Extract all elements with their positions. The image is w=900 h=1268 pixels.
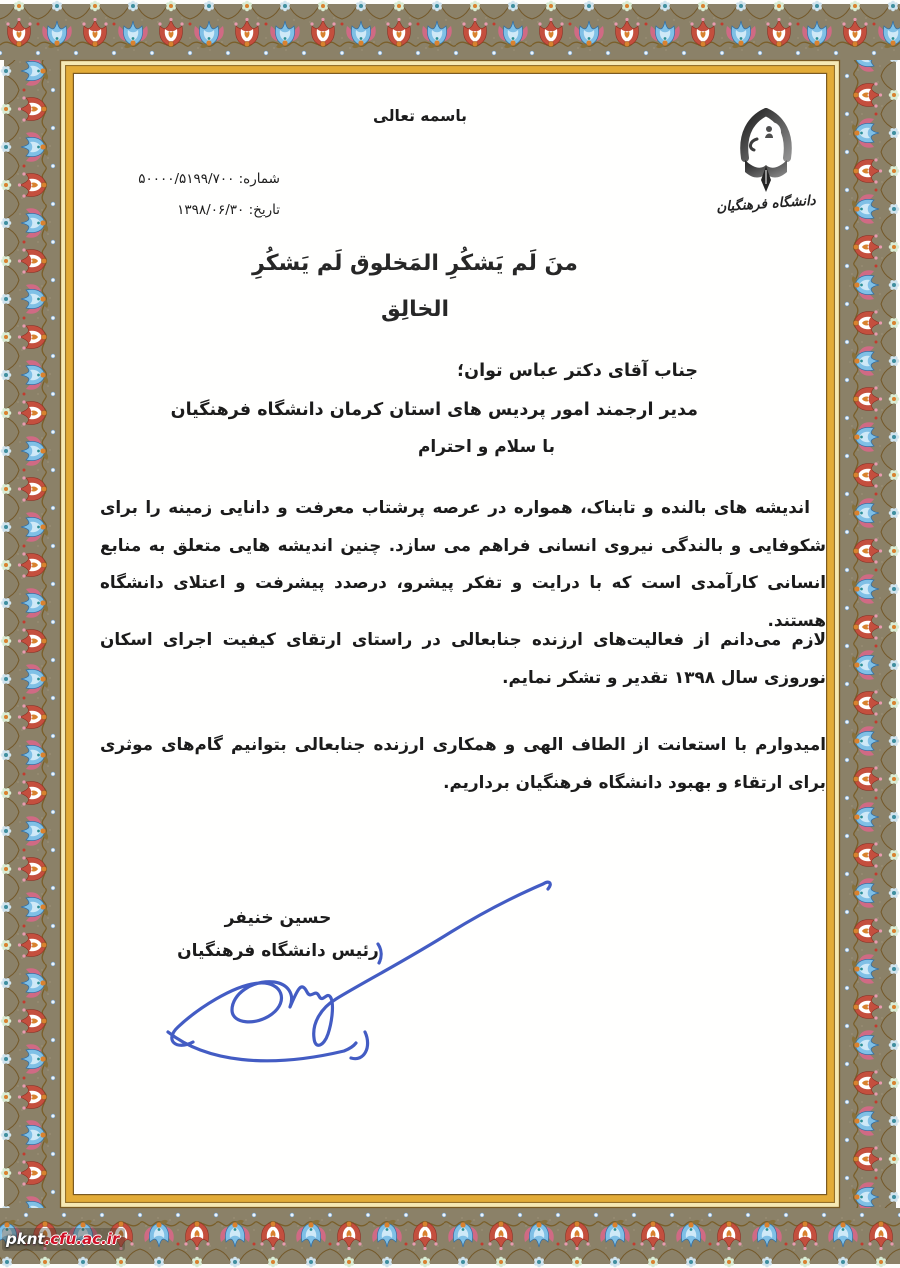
- signatory-name: حسین خنیفر: [224, 908, 332, 928]
- recipient-block: [171, 352, 698, 430]
- body-paragraph-1: اندیشه های بالنده و تابناک، همواره در عرصه پرشتاب معرفت و دانایی زمینه را برای شکوفایی و بالندگی نیروی انسانی فراهم می سازد. چنین اندیشه هایی متعلق به منابع انسانی کارآمدی است که با درایت و تفکر پیشرو، درصدد پیشرفت و اعتلای دانشگاه هستند.: [100, 497, 826, 630]
- recipient-title-line: مدیر ارجمند امور پردیس های استان کرمان دانشگاه فرهنگیان: [170, 400, 698, 420]
- recipient-name-line: جناب آقای دکتر عباس توان؛: [457, 361, 698, 381]
- body-paragraph-2: لازم می‌دانم از فعالیت‌های ارزنده جنابعالی در راستای ارتقای کیفیت اجرای اسکان نوروزی سال ۱۳۹۸ تقدیر و تشکر نمایم.: [100, 629, 826, 687]
- university-emblem-icon: [733, 108, 799, 194]
- salutation-text: با سلام و احترام: [417, 437, 555, 457]
- university-logo-caption: دانشگاه فرهنگیان: [715, 192, 817, 216]
- signatory-title: رئیس دانشگاه فرهنگیان: [177, 941, 379, 961]
- hadith-calligraphy: منَ لَم یَشکُرِ المَخلوق لَم یَشکُرِ الخالِق: [252, 251, 578, 322]
- ref-number-value: ۵۰۰۰۰/۵۱۹۹/۷۰۰: [138, 171, 235, 187]
- ref-number-row: [90, 164, 280, 195]
- signature-scribble-icon: [148, 872, 578, 1072]
- bismillah-text: باسمه تعالی: [373, 107, 467, 125]
- reference-block: [90, 164, 280, 226]
- ref-date-row: [90, 195, 280, 226]
- ref-date-label: تاریخ:: [248, 202, 280, 218]
- ref-number-label: شماره:: [238, 171, 280, 187]
- body-paragraph-3: امیدوارم با استعانت از الطاف الهی و همکاری ارزنده جنابعالی بتوانیم گام‌های موثری برای ارتقاء و بهبود دانشگاه فرهنگیان برداریم.: [100, 734, 826, 792]
- watermark-prefix: pknt: [6, 1230, 45, 1248]
- university-logo: [700, 108, 832, 216]
- ref-date-value: ۱۳۹۸/۰۶/۳۰: [177, 202, 245, 218]
- watermark-suffix: .cfu.ac.ir: [44, 1230, 120, 1248]
- watermark-site: [2, 1228, 125, 1251]
